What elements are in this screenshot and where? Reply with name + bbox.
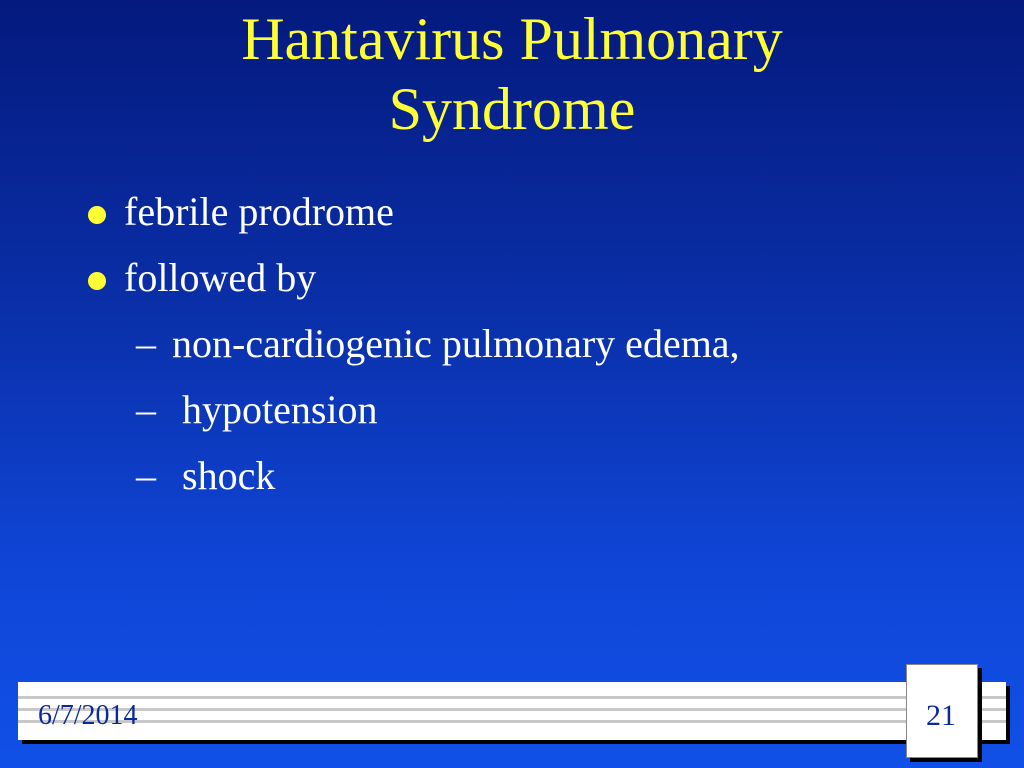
bullet-item: [88, 252, 988, 318]
sub-bullet-item: [88, 384, 988, 450]
slide-title-line-1: Hantavirus Pulmonary: [241, 6, 783, 72]
bullet-text: febrile prodrome: [124, 189, 394, 234]
sub-bullet-text: hypotension: [182, 387, 378, 432]
bullet-dot-icon: [88, 272, 106, 290]
sub-bullet-item: [88, 450, 988, 516]
bullet-item: [88, 186, 988, 252]
sub-bullet-text: non-cardiogenic pulmonary edema,: [172, 321, 740, 366]
sub-bullet-item: [88, 318, 988, 384]
bullet-text: followed by: [124, 255, 317, 300]
bullet-dot-icon: [88, 206, 106, 224]
footer-stripe: [18, 720, 1006, 723]
slide-title: [0, 4, 1024, 144]
footer-bar: [18, 682, 1006, 740]
page-number: 21: [926, 699, 956, 732]
bullet-list: [88, 186, 988, 516]
footer-stripe: [18, 708, 1006, 711]
dash-icon: –: [136, 387, 156, 432]
slide-title-line-2: Syndrome: [388, 76, 636, 142]
dash-icon: –: [136, 453, 156, 498]
footer-stripe: [18, 696, 1006, 699]
footer-date: 6/7/2014: [38, 700, 138, 731]
sub-bullet-text: shock: [182, 453, 276, 498]
dash-icon: –: [136, 321, 156, 366]
